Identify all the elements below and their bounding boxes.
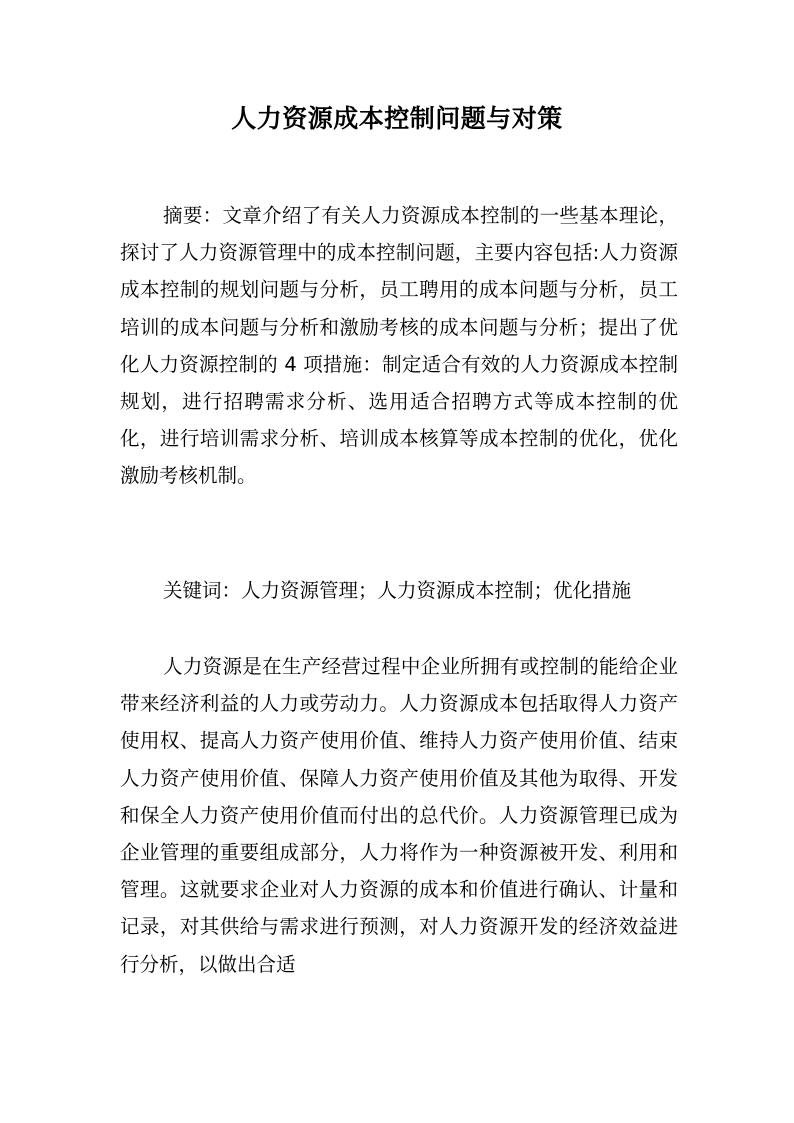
document-title: 人力资源成本控制问题与对策 bbox=[231, 104, 563, 133]
keywords-paragraph: 关键词：人力资源管理；人力资源成本控制；优化措施 bbox=[163, 579, 632, 602]
body-paragraph: 人力资源是在生产经营过程中企业所拥有或控制的能给企业带来经济利益的人力或劳动力。人力资源成本包括取得人力资产使用权、提高人力资产使用价值、维持人力资产使用价值、结束人力资产使用价值、保障人力资产使用价值及其他为取得、开发和保全人力资产使用价值而付出的总代价。人力资源管理已成为企业管理的重要组成部分，人力将作为一种资源被开发、利用和管理。这就要求企业对人力资源的成本和价值进行确认、计量和记录，对其供给与需求进行预测，对人力资源开发的经济效益进行分析，以做出合适 bbox=[120, 655, 678, 976]
abstract-paragraph: 摘要：文章介绍了有关人力资源成本控制的一些基本理论，探讨了人力资源管理中的成本控制问题，主要内容包括:人力资源成本控制的规划问题与分析，员工聘用的成本问题与分析，员工培训的成本问题与分析和激励考核的成本问题与分析；提出了优化人力资源控制的 4 项措施：制定适合有效的人力资源成本控制规划，进行招聘需求分析、选用适合招聘方式等成本控制的优化，进行培训需求分析、培训成本核算等成本控制的优化，优化激励考核机制。 bbox=[120, 204, 678, 488]
